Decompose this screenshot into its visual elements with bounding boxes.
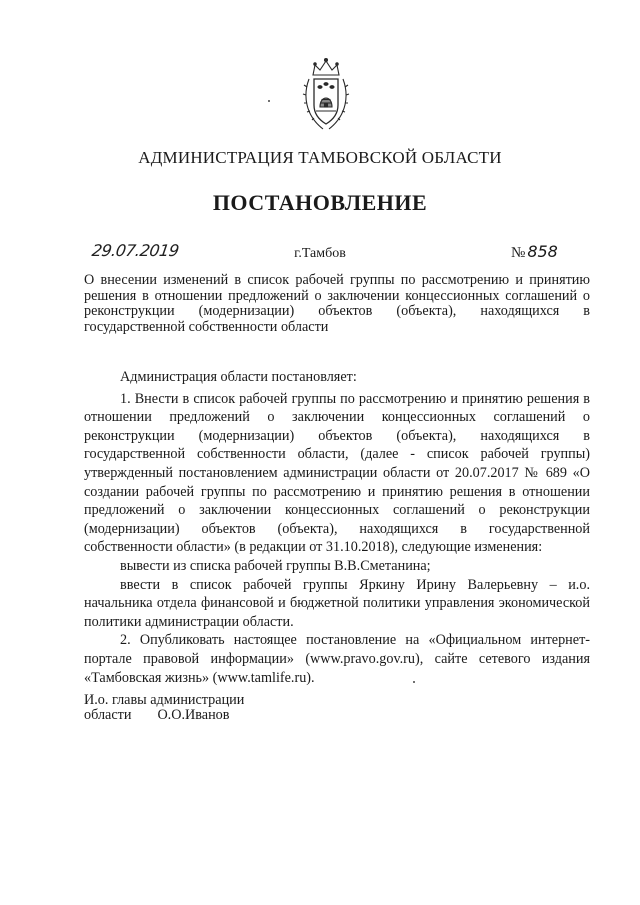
signature-title-area: области (84, 707, 132, 723)
body-paragraph: 1. Внести в список рабочей группы по рассмотрению и принятию решения в отношении предложений о заключении концессионных соглашений о реконструкции (модернизации) объектов (объекта), находящихся в государственной собственности области, (далее - список рабочей группы) утвержденный постановлением администрации области от 20.07.2017 № 689 «О создании рабочей группы по рассмотрению и принятию решения в отношении предложений о заключении концессионных соглашений о реконструкции (модернизации) объектов (объекта), находящихся в государственной собственности области» (в редакции от 31.10.2018), следующие изменения: (84, 390, 590, 556)
signature-title-line1: И.о. главы администрации (84, 692, 245, 708)
tambov-coat-of-arms-icon (301, 55, 351, 133)
organization-name: АДМИНИСТРАЦИЯ ТАМБОВСКОЙ ОБЛАСТИ (138, 148, 502, 167)
body-intro: Администрация области постановляет: (120, 369, 357, 385)
document-type-title: ПОСТАНОВЛЕНИЕ (212, 190, 428, 215)
scan-speck (413, 681, 415, 683)
document-date: 29.07.2019 (90, 241, 180, 260)
document-body (84, 368, 590, 687)
number-value: 858 (527, 242, 558, 261)
document-city: г.Тамбов (294, 246, 346, 261)
signature-title-line2 (84, 708, 244, 723)
body-paragraph: 2. Опубликовать настоящее постановление на «Официальном интернет-портале правовой информации» (www.pravo.gov.ru), сайте сетевого издания «Тамбовская жизнь» (www.tamlife.ru). (84, 632, 590, 686)
number-prefix: № (511, 245, 526, 261)
document-number (511, 242, 558, 262)
document-subject: О внесении изменений в список рабочей группы по рассмотрению и принятию решения в отношении предложений о заключении концессионных соглашений о реконструкции (модернизации) объектов (объекта), находящихся в государственной собственности области (84, 272, 590, 335)
scan-speck (268, 100, 270, 102)
body-paragraph: вывести из списка рабочей группы В.В.Сметанина; (120, 557, 431, 574)
signer-name: О.О.Иванов (157, 707, 230, 723)
signature-block (84, 693, 244, 723)
body-paragraph: ввести в список рабочей группы Яркину Ирину Валерьевну – и.о. начальника отдела финансовой и бюджетной политики управления экономической политики администрации области. (84, 576, 590, 630)
